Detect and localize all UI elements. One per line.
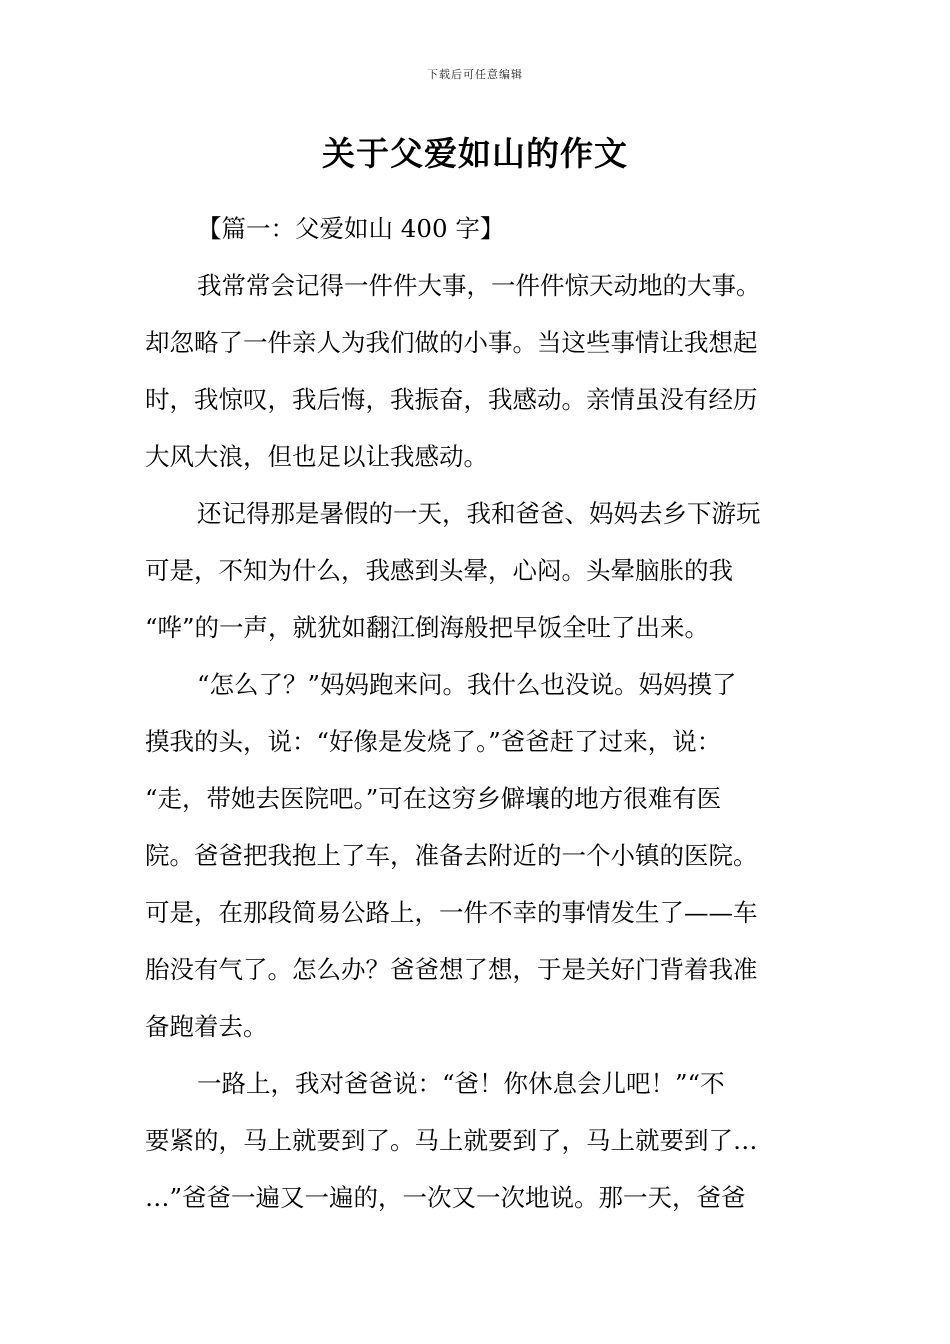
paragraph-line: 可是，不知为什么，我感到头晕，心闷。头晕脑胀的我: [145, 556, 733, 585]
paragraph-line: 却忽略了一件亲人为我们做的小事。当这些事情让我想起: [145, 328, 758, 357]
paragraph: [145, 485, 810, 656]
document-title: 关于父爱如山的作文: [322, 134, 628, 173]
paragraph-line: 一路上，我对爸爸说：“爸！你休息会儿吧！”“不: [197, 1069, 725, 1098]
section-heading: 【篇一：父爱如山 400 字】: [197, 214, 505, 243]
paragraph-line: 时，我惊叹，我后悔，我振奋，我感动。亲情虽没有经历: [145, 385, 758, 414]
paragraph-line: 我常常会记得一件件大事，一件件惊天动地的大事。: [197, 271, 761, 300]
document-body: [145, 200, 810, 1226]
paragraph-line: 备跑着去。: [145, 1012, 268, 1041]
paragraph-line: 院。爸爸把我抱上了车，准备去附近的一个小镇的医院。: [145, 841, 758, 870]
paragraph-line: …”爸爸一遍又一遍的，一次又一次地说。那一天，爸爸: [145, 1183, 746, 1212]
paragraph: [145, 257, 810, 485]
paragraph: [145, 1055, 810, 1226]
paragraph: [145, 656, 810, 1055]
paragraph-line: “走，带她去医院吧。”可在这穷乡僻壤的地方很难有医: [145, 784, 722, 813]
paragraph-line: 可是，在那段简易公路上，一件不幸的事情发生了——车: [145, 898, 758, 927]
paragraph-line: 还记得那是暑假的一天，我和爸爸、妈妈去乡下游玩: [197, 499, 761, 528]
paragraph-line: “哗”的一声，就犹如翻江倒海般把早饭全吐了出来。: [145, 613, 710, 642]
paragraph-line: 大风大浪，但也足以让我感动。: [145, 442, 488, 471]
paragraph-line: 摸我的头，说：“好像是发烧了。”爸爸赶了过来，说：: [145, 727, 722, 756]
paragraph-line: 胎没有气了。怎么办？爸爸想了想，于是关好门背着我准: [145, 955, 758, 984]
paragraph-line: 要紧的，马上就要到了。马上就要到了，马上就要到了…: [145, 1126, 758, 1155]
paragraph-line: “怎么了？”妈妈跑来问。我什么也没说。妈妈摸了: [197, 670, 737, 699]
header-note: 下载后可任意编辑: [427, 68, 523, 81]
